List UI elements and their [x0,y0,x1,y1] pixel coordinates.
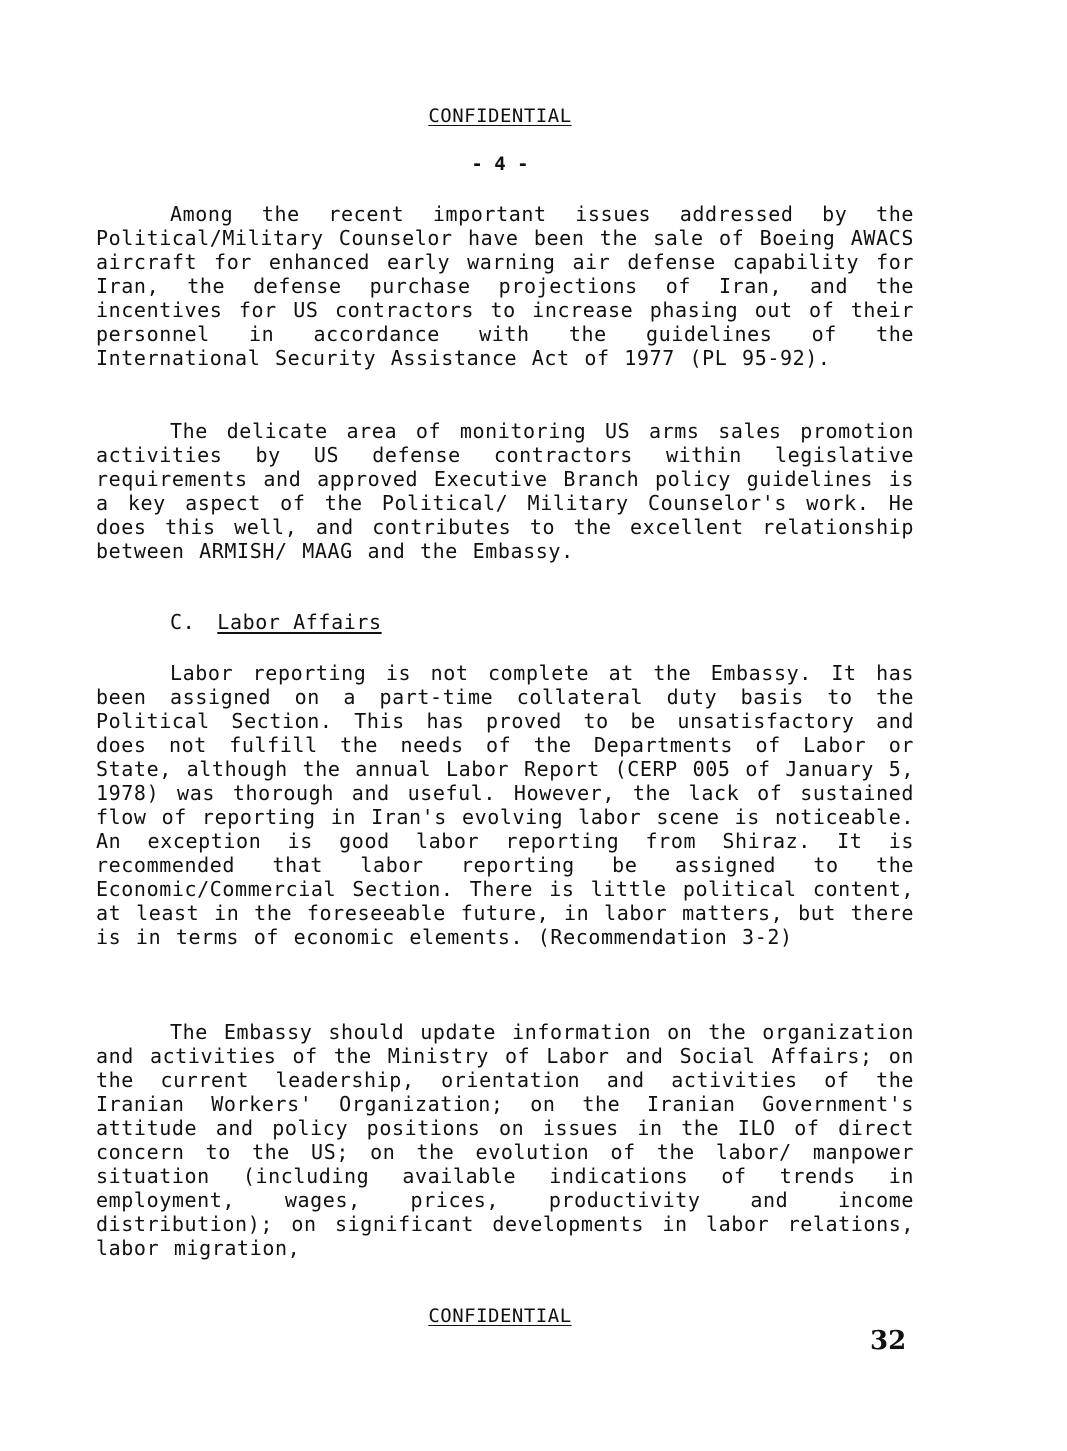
classification-header [0,105,1000,127]
page-marker: - 4 - [471,153,529,175]
section-title: Labor Affairs [217,610,382,634]
paragraph-embassy-update: The Embassy should update information on the organization and activities of the Ministry of Labor and Social Affairs; on the current leadership, orientation and activities of the Iranian Workers' Organization; on the Iranian Government's attitude and policy positions on issues in the ILO of direct concern to the US; on the evolution of the labor/ manpower situation (including available indications of trends in employment, wages, prices, productivity and income distribution); on significant developments in labor relations, labor migration, [96,1020,914,1260]
paragraph-awacs: Among the recent important issues addressed by the Political/Military Counselor have been the sale of Boeing AWACS aircraft for enhanced early warning air defense capability for Iran, the defense purchase projections of Iran, and the incentives for US contractors to increase phasing out of their personnel in accordance with the guidelines of the International Security Assistance Act of 1977 (PL 95-92). [96,202,914,370]
classification-header-text: CONFIDENTIAL [428,105,572,127]
section-letter: C. [170,610,196,634]
paragraph-labor-reporting: Labor reporting is not complete at the Embassy. It has been assigned on a part-time collateral duty basis to the Political Section. This has proved to be unsatisfactory and does not fulfill the needs of the Departments of Labor or State, although the annual Labor Report (CERP 005 of January 5, 1978) was thorough and useful. However, the lack of sustained flow of reporting in Iran's evolving labor scene is noticeable. An exception is good labor reporting from Shiraz. It is recommended that labor reporting be assigned to the Economic/Commercial Section. There is little political content, at least in the foreseeable future, in labor matters, but there is in terms of economic elements. (Recommendation 3-2) [96,661,914,949]
classification-footer-text: CONFIDENTIAL [428,1305,572,1327]
paragraph-arms-sales: The delicate area of monitoring US arms sales promotion activities by US defense contractors within legislative requirements and approved Executive Branch policy guidelines is a key aspect of the Political/ Military Counselor's work. He does this well, and contributes to the excellent relationship between ARMISH/ MAAG and the Embassy. [96,419,914,563]
page-number: 32 [870,1326,907,1356]
section-heading [170,610,382,634]
classification-footer [0,1305,1000,1327]
